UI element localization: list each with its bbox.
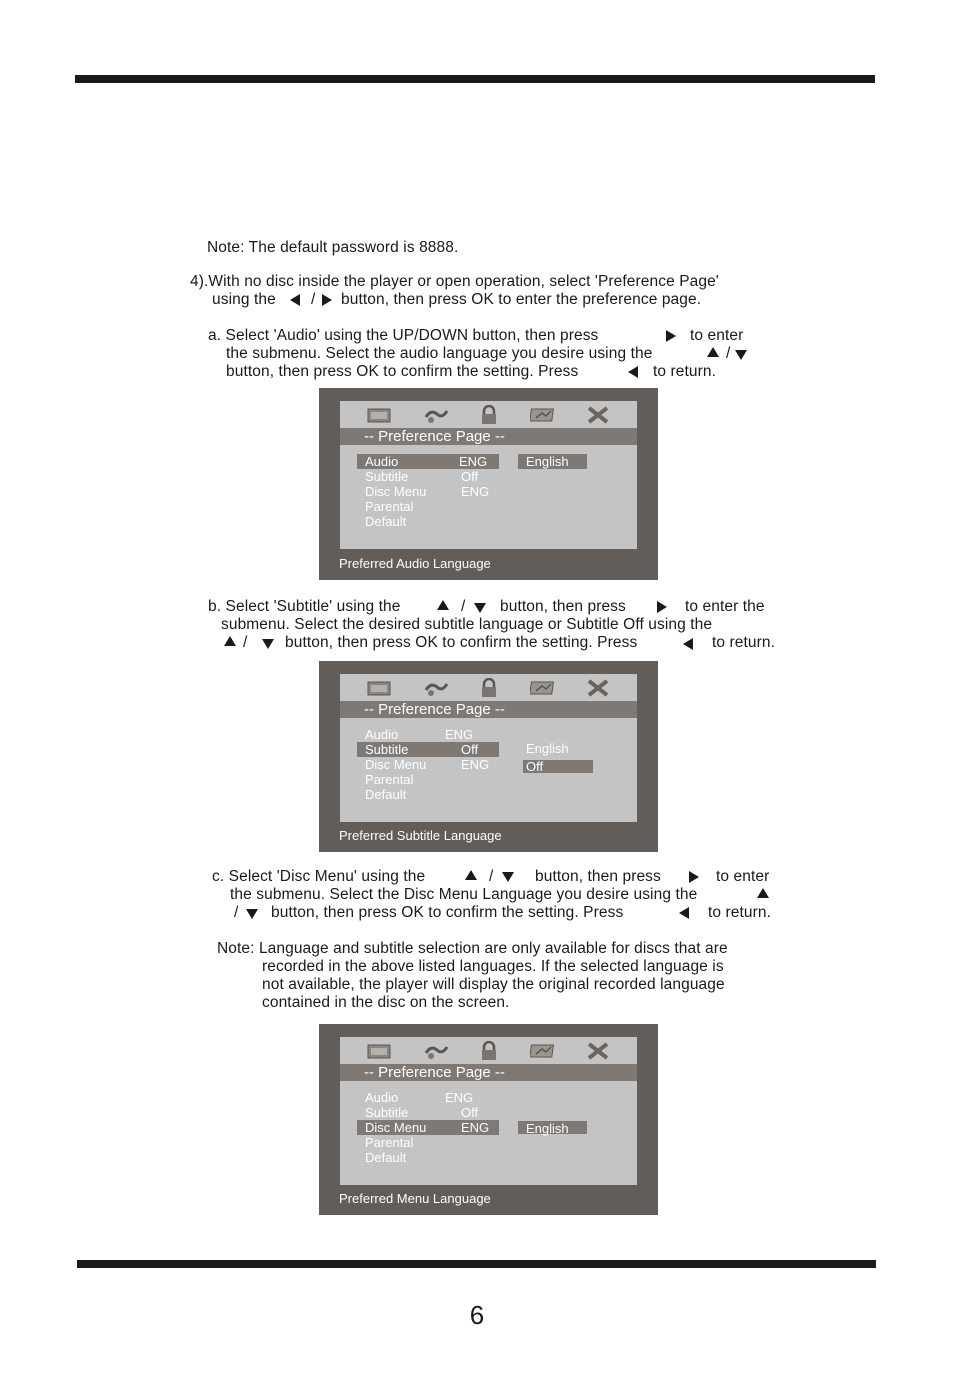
osd-header	[340, 428, 637, 445]
menu-item-default[interactable]: Default	[365, 1150, 407, 1165]
value-audio: ENG	[445, 727, 474, 742]
step4-line1: 4).With no disc inside the player or open operation, select 'Preference Page'	[190, 273, 719, 290]
preference-icon	[530, 1041, 556, 1061]
step-b-line3a: /	[243, 634, 248, 651]
up-arrow-icon	[224, 636, 236, 646]
lock-icon	[476, 405, 502, 425]
osd-header-title: -- Preference Page --	[364, 701, 505, 718]
left-arrow-icon	[679, 907, 689, 919]
menu-item-disc-menu[interactable]: Disc Menu	[365, 484, 427, 499]
menu-item-subtitle[interactable]: Subtitle	[365, 742, 409, 757]
preference-screen-disc-menu	[319, 1024, 658, 1215]
step-a-line1a: a. Select 'Audio' using the UP/DOWN button, then press	[208, 327, 599, 344]
step-b-line3c: to return.	[712, 634, 776, 651]
page-number: 6	[469, 1300, 485, 1330]
osd-footer: Preferred Subtitle Language	[339, 828, 502, 843]
note-lang-line3: not available, the player will display the original recorded language	[262, 976, 725, 993]
down-arrow-icon	[262, 639, 274, 649]
menu-item-audio[interactable]: Audio	[365, 1090, 399, 1105]
menu-item-default[interactable]: Default	[365, 787, 407, 802]
submenu-option-english[interactable]: English	[526, 454, 569, 469]
down-arrow-icon	[474, 603, 486, 613]
top-rule	[75, 75, 875, 83]
general-setup-icon	[366, 405, 392, 425]
left-arrow-icon	[628, 366, 638, 378]
menu-item-disc-menu[interactable]: Disc Menu	[365, 1120, 427, 1135]
menu-item-parental[interactable]: Parental	[365, 772, 414, 787]
preference-screen-subtitle	[319, 661, 658, 852]
osd-footer: Preferred Audio Language	[339, 556, 491, 571]
value-audio: ENG	[445, 1090, 474, 1105]
submenu-option-english[interactable]: English	[526, 741, 569, 756]
value-audio: ENG	[459, 454, 488, 469]
right-arrow-icon	[322, 294, 332, 306]
value-subtitle: Off	[461, 1105, 479, 1120]
exit-icon	[585, 405, 611, 425]
left-arrow-icon	[683, 638, 693, 650]
up-arrow-icon	[465, 870, 477, 880]
preference-screen-audio	[319, 388, 658, 580]
left-arrow-icon	[290, 294, 300, 306]
step-a-line2b: /	[726, 345, 731, 362]
step-c-line1b: /	[489, 868, 494, 885]
value-disc-menu: ENG	[461, 484, 490, 499]
note-password: Note: The default password is 8888.	[207, 239, 459, 256]
submenu-option-off[interactable]: Off	[526, 759, 544, 774]
up-arrow-icon	[757, 888, 769, 898]
audio-setup-icon	[423, 1041, 449, 1061]
exit-icon	[585, 678, 611, 698]
step-b-line1b: /	[461, 598, 466, 615]
osd-header	[340, 701, 637, 718]
step-b-line3b: button, then press OK to confirm the setting. Press	[285, 634, 638, 651]
osd-footer: Preferred Menu Language	[339, 1191, 491, 1206]
step4-line2c: button, then press OK to enter the preference page.	[341, 291, 702, 308]
general-setup-icon	[366, 1041, 392, 1061]
step4-line2b: /	[311, 291, 316, 308]
step-c-line3c: to return.	[708, 904, 772, 921]
step-b-line1c: button, then press	[500, 598, 626, 615]
lock-icon	[476, 678, 502, 698]
submenu-option-english[interactable]: English	[526, 1121, 569, 1136]
preference-icon	[530, 405, 556, 425]
osd-icon-bar	[340, 401, 637, 428]
menu-item-default[interactable]: Default	[365, 514, 407, 529]
step-b-line2: submenu. Select the desired subtitle language or Subtitle Off using the	[221, 616, 713, 633]
step-a-line1b: to enter	[690, 327, 744, 344]
down-arrow-icon	[735, 350, 747, 360]
step-c-line3b: button, then press OK to confirm the setting. Press	[271, 904, 624, 921]
osd-icon-bar	[340, 1037, 637, 1064]
audio-setup-icon	[423, 678, 449, 698]
note-lang-line4: contained in the disc on the screen.	[262, 994, 510, 1011]
osd-header-title: -- Preference Page --	[364, 1064, 505, 1081]
note-lang-line2: recorded in the above listed languages. If the selected language is	[262, 958, 724, 975]
menu-item-parental[interactable]: Parental	[365, 499, 414, 514]
value-subtitle: Off	[461, 742, 479, 757]
osd-panel	[340, 1037, 637, 1185]
step-a-line2a: the submenu. Select the audio language you desire using the	[226, 345, 653, 362]
osd-icon-bar	[340, 674, 637, 701]
step-c-line1d: to enter	[716, 868, 770, 885]
osd-header	[340, 1064, 637, 1081]
osd-panel	[340, 674, 637, 822]
menu-item-audio[interactable]: Audio	[365, 454, 399, 469]
step4-line2a: using the	[212, 291, 276, 308]
value-disc-menu: ENG	[461, 1120, 490, 1135]
menu-item-audio[interactable]: Audio	[365, 727, 399, 742]
general-setup-icon	[366, 678, 392, 698]
menu-item-subtitle[interactable]: Subtitle	[365, 1105, 409, 1120]
right-arrow-icon	[666, 330, 676, 342]
audio-setup-icon	[423, 405, 449, 425]
right-arrow-icon	[689, 871, 699, 883]
up-arrow-icon	[707, 347, 719, 357]
menu-item-subtitle[interactable]: Subtitle	[365, 469, 409, 484]
exit-icon	[585, 1041, 611, 1061]
step-c-line1c: button, then press	[535, 868, 661, 885]
bottom-rule	[77, 1260, 876, 1268]
step-b-line1d: to enter the	[685, 598, 765, 615]
lock-icon	[476, 1041, 502, 1061]
down-arrow-icon	[502, 872, 514, 882]
osd-header-title: -- Preference Page --	[364, 428, 505, 445]
menu-item-disc-menu[interactable]: Disc Menu	[365, 757, 427, 772]
step-a-line3b: to return.	[653, 363, 717, 380]
step-c-line1a: c. Select 'Disc Menu' using the	[212, 868, 426, 885]
up-arrow-icon	[437, 600, 449, 610]
step-a-line3a: button, then press OK to confirm the setting. Press	[226, 363, 579, 380]
note-lang-line1: Note: Language and subtitle selection are only available for discs that are	[217, 940, 728, 957]
step-b-line1a: b. Select 'Subtitle' using the	[208, 598, 401, 615]
right-arrow-icon	[657, 601, 667, 613]
osd-panel	[340, 401, 637, 549]
step-c-line3a: /	[234, 904, 239, 921]
step-c-line2: the submenu. Select the Disc Menu Language you desire using the	[230, 886, 698, 903]
preference-icon	[530, 678, 556, 698]
value-disc-menu: ENG	[461, 757, 490, 772]
menu-item-parental[interactable]: Parental	[365, 1135, 414, 1150]
value-subtitle: Off	[461, 469, 479, 484]
down-arrow-icon	[246, 909, 258, 919]
